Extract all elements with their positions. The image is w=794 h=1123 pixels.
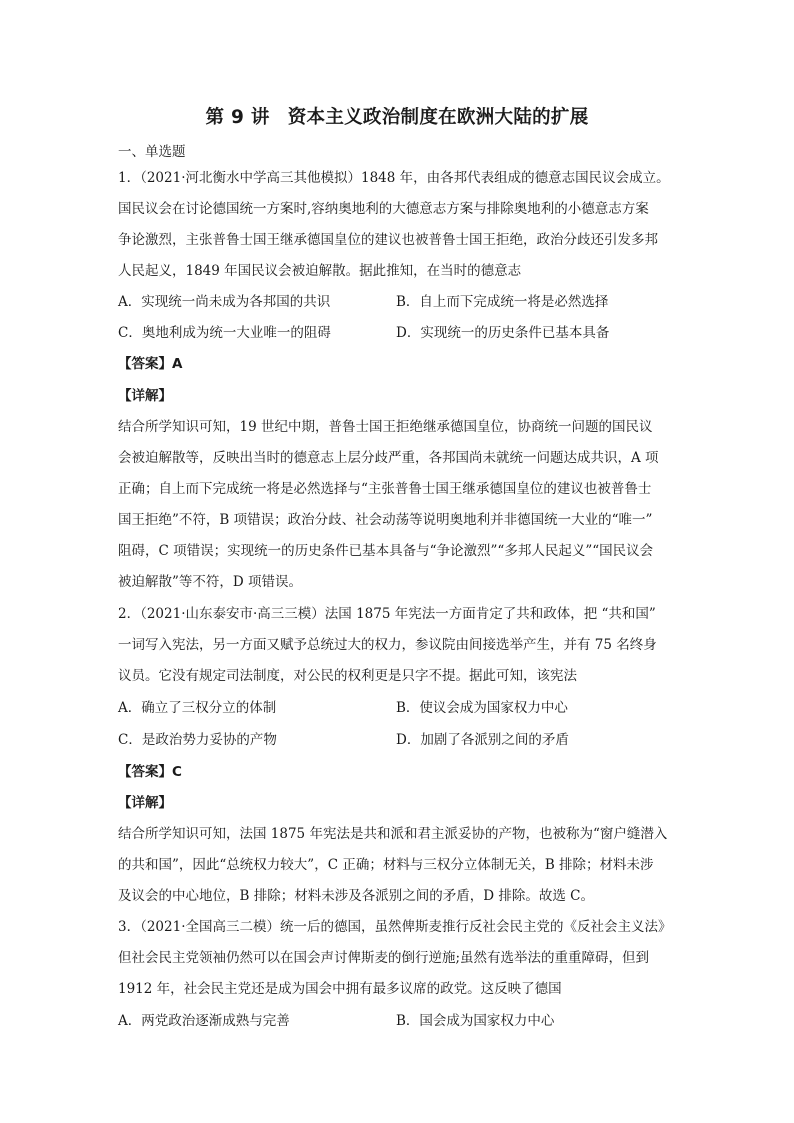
detail-label: 【详解】: [118, 388, 172, 404]
detail-line: 结合所学知识可知，19 世纪中期，普鲁士国王拒绝继承德国皇位，协商统一问题的国民议: [118, 419, 653, 435]
option-d: D．加剧了各派别之间的矛盾: [396, 732, 569, 748]
answer: 【答案】A: [118, 356, 183, 372]
option-b: B．自上而下完成统一将是必然选择: [396, 294, 609, 310]
section-heading: 一、单选题: [118, 144, 186, 160]
lecture-topic: 资本主义政治制度在欧洲大陆的扩展: [287, 107, 589, 128]
option-d: D．实现统一的历史条件已基本具备: [396, 325, 610, 341]
option-c: C．是政治势力妥协的产物: [118, 732, 277, 748]
detail-line: 被迫解散”等不符，D 项错误。: [118, 574, 303, 590]
question-stem-line: 3．（2021·全国高三二模）统一后的德国，虽然俾斯麦推行反社会民主党的《反社会主义法》: [118, 919, 672, 935]
option-a: A．实现统一尚未成为各邦国的共识: [118, 294, 331, 310]
question-stem-line: 1912 年，社会民主党还是成为国会中拥有最多议席的政党。这反映了德国: [118, 981, 562, 997]
answer: 【答案】C: [118, 764, 182, 780]
option-b: B．国会成为国家权力中心: [396, 1013, 555, 1029]
question-stem-line: 人民起义，1849 年国民议会被迫解散。据此推知，在当时的德意志: [118, 263, 522, 279]
question-stem-line: 争论激烈，主张普鲁士国王继承德国皇位的建议也被普鲁士国王拒绝，政治分歧还引发多邦: [118, 232, 658, 248]
option-a: A．确立了三权分立的体制: [118, 700, 277, 716]
detail-line: 及议会的中心地位，B 排除；材料未涉及各派别之间的矛盾，D 排除。故选 C。: [118, 888, 594, 904]
question-stem-line: 2．（2021·山东泰安市·高三三模）法国 1875 年宪法一方面肯定了共和政体，把 “共和国”: [118, 606, 656, 622]
detail-line: 国王拒绝”不符，B 项错误；政治分歧、社会动荡等说明奥地利并非德国统一大业的“唯一”: [118, 512, 653, 528]
lecture-number: 第 9 讲: [205, 107, 270, 128]
question-stem-line: 一词写入宪法，另一方面又赋予总统过大的权力，参议院由间接选举产生，并有 75 名终身: [118, 637, 657, 653]
option-c: C．奥地利成为统一大业唯一的阻碍: [118, 325, 331, 341]
question-stem-line: 议员。它没有规定司法制度，对公民的权利更是只字不提。据此可知，该宪法: [118, 668, 577, 684]
detail-line: 会被迫解散等，反映出当时的德意志上层分歧严重，各邦国尚未就统一问题达成共识，A 项: [118, 450, 659, 466]
detail-line: 正确；自上而下完成统一将是必然选择与“主张普鲁士国王继承德国皇位的建议也被普鲁士: [118, 481, 652, 497]
detail-line: 结合所学知识可知，法国 1875 年宪法是共和派和君主派妥协的产物，也被称为“窗户缝潜入: [118, 826, 668, 842]
page-title: [0, 103, 794, 129]
option-b: B．使议会成为国家权力中心: [396, 700, 568, 716]
question-stem-line: 但社会民主党领袖仍然可以在国会声讨俾斯麦的倒行逆施;虽然有选举法的重重障碍，但到: [118, 950, 650, 966]
question-stem-line: 1．（2021·河北衡水中学高三其他模拟）1848 年，由各邦代表组成的德意志国民议会成立。: [118, 170, 670, 186]
detail-label: 【详解】: [118, 795, 172, 811]
detail-line: 的共和国”，因此“总统权力较大”，C 正确；材料与三权分立体制无关，B 排除；材料未涉: [118, 857, 654, 873]
question-stem-line: 国民议会在讨论德国统一方案时,容纳奥地利的大德意志方案与排除奥地利的小德意志方案: [118, 201, 649, 217]
detail-line: 阻碍，C 项错误；实现统一的历史条件已基本具备与“争论激烈”“多邦人民起义”“国民议会: [118, 543, 654, 559]
option-a: A．两党政治逐渐成熟与完善: [118, 1013, 290, 1029]
